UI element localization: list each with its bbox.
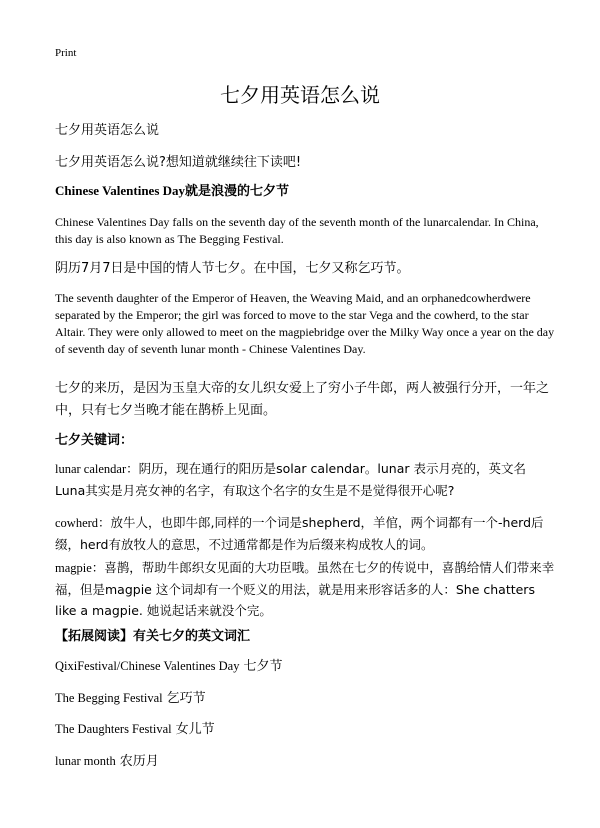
vocab-zh: 乞巧节	[166, 691, 206, 706]
vocab-en: QixiFestival/Chinese Valentines Day	[55, 659, 240, 673]
vocab-en: The Begging Festival	[55, 691, 163, 705]
section-heading-en: Chinese Valentines Day	[55, 183, 186, 198]
vocab-item	[55, 752, 555, 770]
para-zh-story: 七夕的来历，是因为玉皇大帝的女儿织女爱上了穷小子牛郎，两人被强行分开，一年之中，只有七夕当晚才能在鹊桥上见面。	[55, 381, 550, 418]
intro-line-1: 七夕用英语怎么说	[55, 123, 160, 138]
vocab-zh: 七夕节	[243, 659, 283, 674]
vocab-zh: 女儿节	[175, 722, 215, 737]
para-en-story: The seventh daughter of the Emperor of Heaven, the Weaving Maid, and an orphanedcowherdwere separated by the Emperor; the girl was forced to move to the star Vega and the cowherd, to the star Altair. They were only allowed to meet on the magpiebridge over the Milky Way once a year on the day of seventh day of seventh lunar month - Chinese Valentines Day.	[55, 291, 555, 356]
vocab-item	[55, 689, 555, 707]
keywords-heading: 七夕关键词：	[55, 433, 134, 448]
keyword-text: ：阴历，现在通行的阳历是solar calendar。lunar 表示月亮的，英文名Luna其实是月亮女神的名字，有取这个名字的女生是不是觉得很开心呢?	[55, 461, 526, 498]
vocab-en: The Daughters Festival	[55, 722, 172, 736]
keyword-text: ：喜鹊，帮助牛郎织女见面的大功臣哦。虽然在七夕的传说中，喜鹊给情人们带来幸福，但是magpie 这个词却有一个贬义的用法，就是用来形容话多的人：She chatters like a magpie. 她说起话来就没个完。	[55, 560, 555, 618]
para-en-1: Chinese Valentines Day falls on the seventh day of the seventh month of the lunarcalendar. In China, this day is also known as The Begging Festival.	[55, 215, 539, 246]
keyword-item	[55, 512, 555, 555]
vocab-zh: 农历月	[119, 754, 159, 769]
print-label[interactable]: Print	[55, 47, 77, 59]
section-heading	[55, 180, 555, 199]
keyword-term: magpie	[55, 561, 92, 575]
vocab-en: lunar month	[55, 754, 116, 768]
intro-line-2: 七夕用英语怎么说?想知道就继续往下读吧!	[55, 155, 302, 170]
para-zh-1: 阴历7月7日是中国的情人节七夕。在中国，七夕又称乞巧节。	[55, 261, 410, 276]
keyword-term: lunar calendar	[55, 462, 127, 476]
section-heading-zh: 就是浪漫的七夕节	[185, 184, 290, 199]
page-title: 七夕用英语怎么说	[220, 83, 380, 107]
keyword-text: ：放牛人，也即牛郎,同样的一个词是shepherd，羊倌，两个词都有一个-herd后缀，herd有放牧人的意思，不过通常都是作为后缀来构成牧人的词。	[55, 515, 544, 552]
keyword-item	[55, 557, 555, 621]
vocab-item	[55, 657, 555, 675]
keyword-item	[55, 458, 555, 501]
extended-heading: 【拓展阅读】有关七夕的英文词汇	[55, 629, 251, 644]
vocab-item	[55, 720, 555, 738]
keyword-term: cowherd	[55, 516, 99, 530]
